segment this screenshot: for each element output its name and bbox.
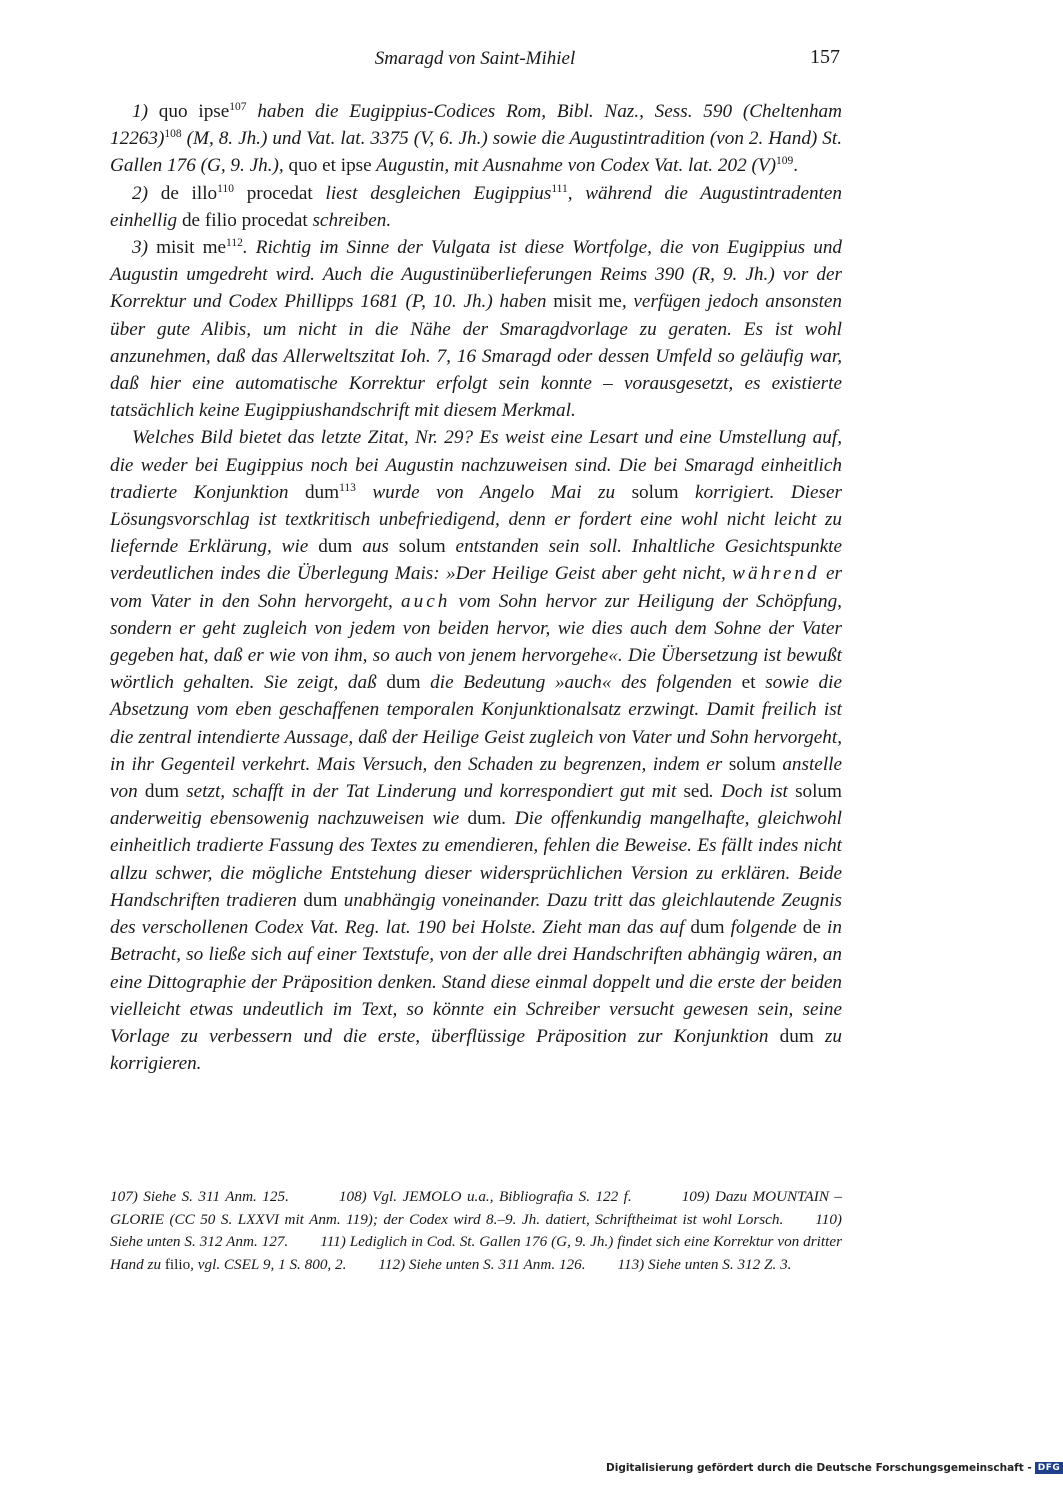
footnote-109: 109) Dazu MOUNTAIN – GLORIE (CC 50 S. LXXVI mit Anm. 119); der Codex wird 8.–9. Jh. datiert, Schriftheimat ist wohl Lorsch. — [110, 1188, 842, 1228]
latin-run: de — [802, 917, 821, 939]
latin-run: procedat — [233, 182, 313, 204]
latin-run: filio — [164, 1255, 191, 1273]
text-run: (M, 8. Jh.) und Vat. lat. 3375 (V, 6. Jh.) sowie die Augustintradition (von 2. Hand) St. Gallen 176 (G, 9. Jh.), — [110, 128, 842, 177]
footnote-108: 108) Vgl. JEMOLO u.a., Bibliografia S. 122 f. — [338, 1188, 632, 1205]
footnote-ref: 111 — [551, 182, 568, 195]
text-run: 1) — [132, 101, 159, 122]
paragraph-1 — [110, 98, 842, 180]
latin-run: misit me — [156, 237, 227, 259]
latin-run: solum — [398, 536, 446, 558]
text-run: 2) — [132, 182, 161, 204]
footnote-113: 113) Siehe unten S. 312 Z. 3. — [617, 1255, 792, 1273]
text-run: 3) — [132, 237, 157, 259]
footnote-ref: 112 — [226, 237, 243, 250]
text-run: anderweitig ebensowenig nachzuweisen wie — [110, 808, 468, 830]
latin-run: dum — [304, 481, 340, 503]
latin-run: quo et ipse — [288, 155, 372, 177]
text-run: haben die Eugippius-Codices Rom, Bibl. Naz., Sess. 590 (Cheltenham 12263) — [110, 101, 842, 150]
text-run: in Betracht, so ließe sich auf einer Textstufe, von der alle drei Handschriften abhängig wären, an eine Dittographie der Präposition denken. Stand diese einmal doppelt und die erste der beiden vielleicht etwas undeutlich im Text, so könnte ein Schreiber versucht gewesen sein, seine Vorlage zu verbessern und die erste, überflüssige Präposition zur Konjunktion — [110, 917, 842, 1047]
text-run: schreiben. — [307, 209, 392, 231]
dfg-logo: DFG — [1035, 1462, 1063, 1474]
text-run: . Richtig im Sinne der Vulgata ist diese Wortfolge, die von Eugippius und Augustin umgedreht wird. Auch die Augustinüberlieferungen Reims 390 (R, 9. Jh.) vor der Korrektur und Codex Phillipps 1681 (P, 10. Jh.) haben — [110, 237, 843, 313]
text-run: wurde von Angelo Mai zu — [355, 481, 632, 503]
footnote-111: 111) Lediglich in Cod. St. Gallen 176 (G, 9. Jh.) findet sich eine Korrektur von dritter Hand zu — [110, 1233, 842, 1273]
paragraph-2 — [110, 180, 842, 234]
text-run: liest desgleichen Eugippius — [312, 182, 552, 204]
text-run: anstelle von — [110, 753, 843, 803]
footnotes — [110, 1186, 842, 1276]
text-run: zu korrigieren. — [110, 1025, 842, 1075]
body-text — [110, 98, 842, 1077]
text-run: die Bedeutung »auch« des folgenden — [420, 672, 742, 694]
text-run: , verfügen jedoch ansonsten über gute Alibis, um nicht in die Nähe der Smaragdvorlage zu geraten. Es ist wohl anzunehmen, daß das Allerweltszitat Ioh. 7, 16 Smaragd oder dessen Umfeld so geläufig war, daß hier eine automatische Korrektur erfolgt sein konnte – vorausgesetzt, es existierte tatsächlich keine Eugippiushandschrift mit diesem Merkmal. — [110, 291, 843, 422]
latin-run: dum — [690, 917, 725, 939]
text-run: korrigiert. Dieser Lösungsvorschlag ist textkritisch unbefriedigend, denn er fordert eine wohl nicht leicht zu liefernde Erklärung, wie — [110, 481, 842, 558]
footnote-ref: 110 — [217, 182, 234, 195]
running-title: Smaragd von Saint-Mihiel — [374, 48, 576, 69]
footnote-111-end: , vgl. CSEL 9, 1 S. 800, 2. — [190, 1255, 347, 1273]
footer-text: Digitalisierung gefördert durch die Deutsche Forschungsgemeinschaft - — [606, 1462, 1032, 1474]
text-run: aus — [352, 536, 399, 558]
footnote-ref: 113 — [339, 481, 356, 494]
digitization-footer — [606, 1460, 1063, 1476]
text-run: Welches Bild bietet das letzte Zitat, Nr. 29? Es weist eine Lesart und eine Umstellung auf, die weder bei Eugippius noch bei Augustin nachzuweisen sind. Die bei Smaragd einheitlich tradierte Konjunktion — [110, 427, 842, 503]
latin-run: quo ipse — [158, 101, 230, 122]
latin-run: misit me — [553, 291, 622, 313]
running-header — [110, 42, 840, 78]
latin-run: solum — [631, 481, 679, 503]
paragraph-4 — [110, 424, 842, 1077]
text-run: . — [793, 155, 799, 177]
paragraph-3 — [110, 234, 842, 424]
latin-run: solum — [728, 753, 776, 775]
text-run: , während die Augustintradenten einhellig — [110, 182, 842, 231]
page-number: 157 — [810, 46, 840, 68]
latin-run: dum — [386, 672, 421, 694]
latin-run: dum — [144, 781, 180, 803]
spaced-emphasis: auch — [401, 590, 451, 612]
footnote-110: 110) Siehe unten S. 312 Anm. 127. — [110, 1210, 842, 1250]
text-run: Augustin, mit Ausnahme von Codex Vat. lat. 202 (V) — [371, 155, 776, 177]
latin-run: et — [741, 672, 756, 694]
latin-run: solum — [795, 781, 842, 803]
latin-run: dum — [467, 808, 502, 830]
footnote-ref: 107 — [229, 101, 247, 113]
footnote-ref: 109 — [775, 155, 794, 168]
text-run: vom Sohn hervor zur Heiligung der Schöpfung, sondern er geht zugleich von jedem von beiden hervor, wie dies auch dem Sohne der Vater gegeben hat, daß er wie von ihm, so auch von jenem hervorgehe«. Die Übersetzung ist bewußt wörtlich gehalten. Sie zeigt, daß — [110, 590, 842, 694]
latin-run: dum — [318, 536, 353, 558]
text-run: entstanden sein soll. Inhaltliche Gesichtspunkte verdeutlichen indes die Überlegung Mais: »Der Heilige Geist aber geht nicht, — [110, 536, 843, 585]
text-run: folgende — [724, 917, 803, 939]
latin-run: de filio procedat — [181, 209, 308, 231]
footnote-ref: 108 — [164, 128, 182, 141]
text-run: setzt, schafft in der Tat Linderung und korrespondiert gut mit — [179, 781, 684, 803]
latin-run: sed — [683, 781, 710, 803]
text-run: er vom Vater in den Sohn hervorgeht, — [110, 563, 843, 612]
text-run: . Doch ist — [709, 781, 796, 803]
latin-run: dum — [303, 889, 338, 911]
footnote-107: 107) Siehe S. 311 Anm. 125. — [110, 1188, 289, 1205]
spaced-emphasis: während — [732, 563, 820, 585]
footnote-112: 112) Siehe unten S. 311 Anm. 126. — [378, 1255, 586, 1273]
text-run: . Die offenkundig mangelhafte, gleichwohl einheitlich tradierte Fassung des Textes zu emendieren, fehlen die Beweise. Es fällt indes nicht allzu schwer, die mögliche Entstehung dieser widersprüchlichen Version zu erklären. Beide Handschriften tradieren — [110, 808, 842, 911]
text-run: sowie die Absetzung vom eben geschaffenen temporalen Konjunktionalsatz erzwingt. Damit freilich ist die zentral intendierte Aussage, daß der Heilige Geist zugleich von Vater und Sohn hervorgeht, in ihr Gegenteil verkehrt. Mais Versuch, den Schaden zu begrenzen, indem er — [110, 672, 842, 775]
text-run: unabhängig voneinander. Dazu tritt das gleichlautende Zeugnis des verschollenen Codex Vat. Reg. lat. 190 bei Holste. Zieht man das auf — [110, 889, 842, 939]
latin-run: dum — [779, 1025, 814, 1047]
latin-run: de illo — [160, 182, 218, 204]
